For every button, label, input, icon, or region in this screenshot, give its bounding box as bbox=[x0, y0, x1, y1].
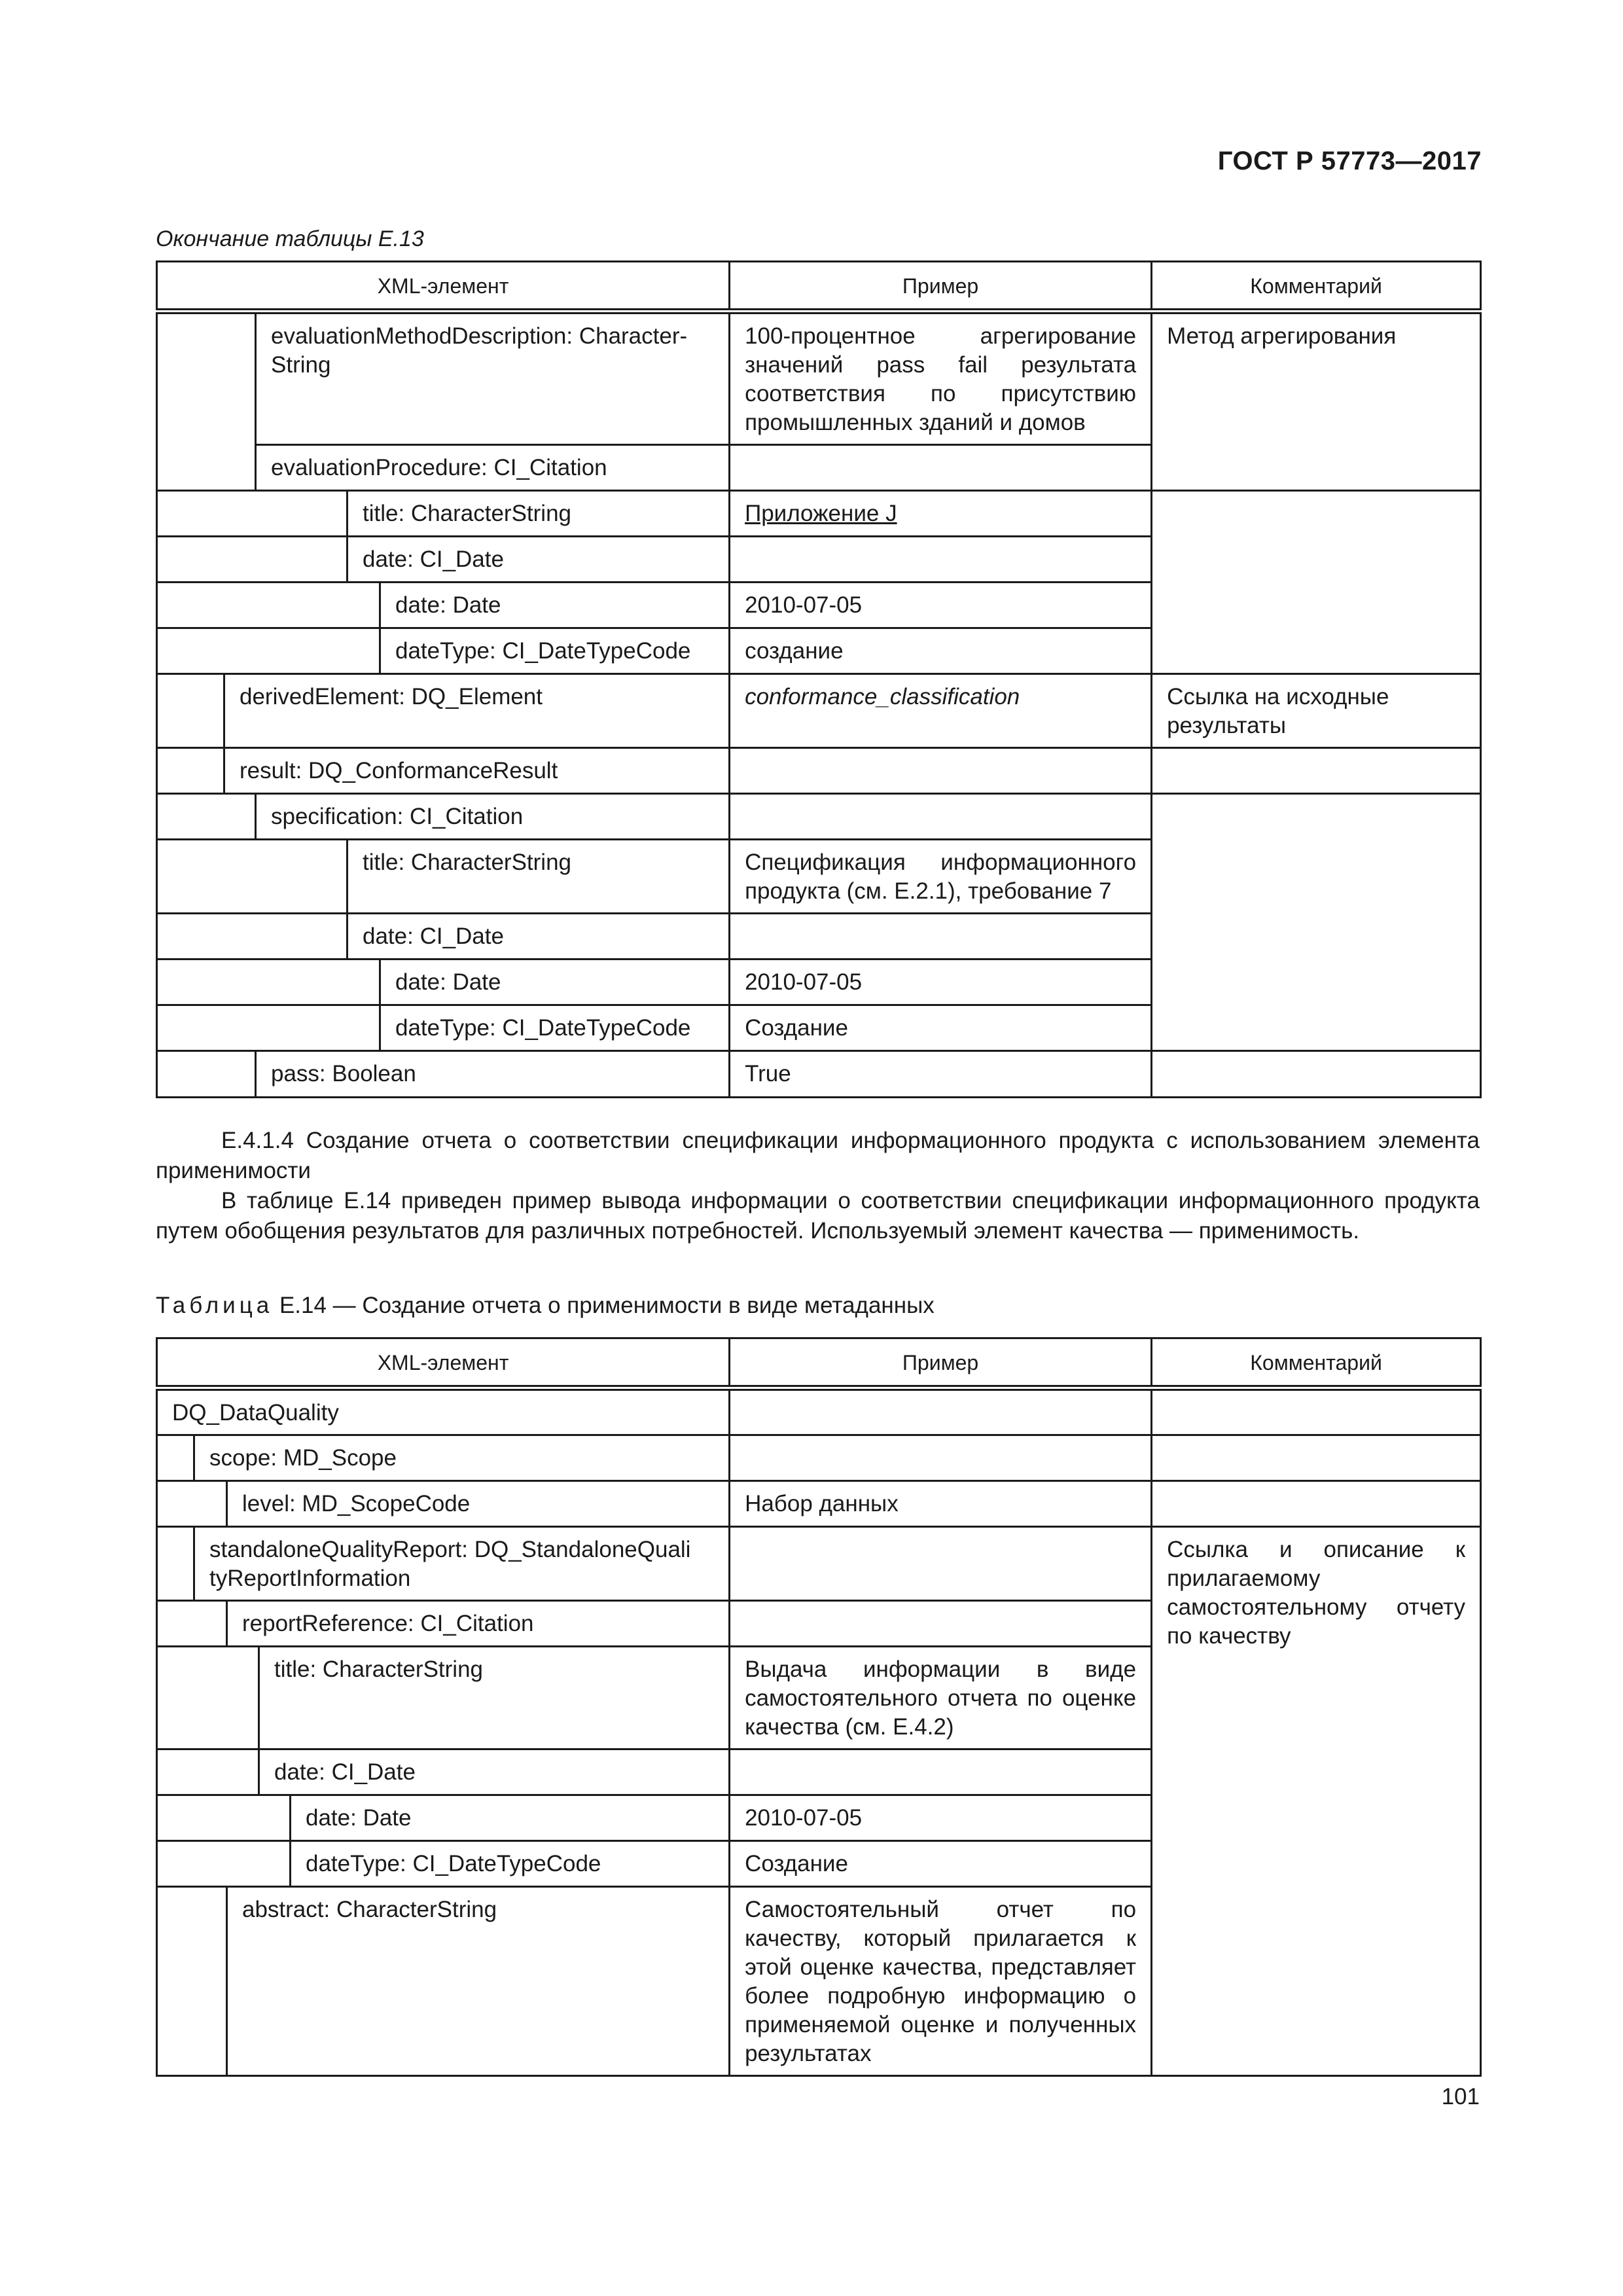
example-cell bbox=[730, 1527, 1152, 1601]
indent-cell bbox=[157, 840, 348, 914]
element-cell: scope: MD_Scope bbox=[194, 1435, 730, 1481]
element-cell: date: CI_Date bbox=[348, 914, 730, 960]
indent-cell bbox=[157, 1435, 194, 1481]
table-row bbox=[157, 1527, 1481, 1601]
table-row bbox=[157, 794, 1481, 840]
table-row bbox=[157, 491, 1481, 537]
element-cell: date: CI_Date bbox=[259, 1749, 730, 1795]
element-cell: date: Date bbox=[380, 960, 730, 1005]
element-cell: dateType: CI_DateTypeCode bbox=[291, 1841, 730, 1887]
element-cell: dateType: CI_DateTypeCode bbox=[380, 628, 730, 674]
example-cell bbox=[730, 1601, 1152, 1647]
indent-cell bbox=[157, 1481, 227, 1527]
element-cell: specification: CI_Citation bbox=[256, 794, 730, 840]
example-cell bbox=[730, 1435, 1152, 1481]
element-cell: evaluationProcedure: CI_Citation bbox=[256, 445, 730, 491]
indent-cell bbox=[157, 748, 224, 794]
example-cell bbox=[730, 748, 1152, 794]
example-cell: Спецификация информационного продукта (см. Е.2.1), требование 7 bbox=[730, 840, 1152, 914]
indent-cell bbox=[157, 1051, 256, 1098]
section-body: В таблице Е.14 приведен пример вывода информации о соответствии спецификации информационного продукта путем обобщения результатов для различных потребностей. Используемый элемент качества — применимость. bbox=[156, 1188, 1480, 1244]
example-cell: 2010-07-05 bbox=[730, 1795, 1152, 1841]
table-row bbox=[157, 1481, 1481, 1527]
comment-cell bbox=[1152, 748, 1481, 794]
example-cell bbox=[730, 914, 1152, 960]
example-cell: 100-процентное агрегирование значений pass fail результата соответствия по присутствию промышленных зданий и домов bbox=[730, 312, 1152, 445]
example-cell bbox=[730, 1749, 1152, 1795]
example-cell: Создание bbox=[730, 1841, 1152, 1887]
comment-cell: Метод агрегирования bbox=[1152, 312, 1481, 491]
indent-cell bbox=[157, 1749, 259, 1795]
table-e14 bbox=[156, 1337, 1482, 2077]
example-cell: Приложение J bbox=[730, 491, 1152, 537]
element-cell: derivedElement: DQ_Element bbox=[224, 674, 730, 748]
table-row bbox=[157, 674, 1481, 748]
comment-cell: Ссылка и описание к прилагаемому самостоятельному отчету по качеству bbox=[1152, 1527, 1481, 2076]
table-row bbox=[157, 312, 1481, 445]
element-cell: dateType: CI_DateTypeCode bbox=[380, 1005, 730, 1051]
column-header: XML-элемент bbox=[157, 262, 730, 312]
indent-cell bbox=[157, 960, 380, 1005]
indent-cell bbox=[157, 491, 348, 537]
indent-cell bbox=[157, 1005, 380, 1051]
indent-cell bbox=[157, 537, 348, 583]
table-e14-caption bbox=[156, 1293, 935, 1319]
indent-cell bbox=[157, 628, 380, 674]
element-cell: abstract: CharacterString bbox=[227, 1887, 730, 2076]
element-cell: title: CharacterString bbox=[348, 491, 730, 537]
element-cell: title: CharacterString bbox=[348, 840, 730, 914]
section-heading: Е.4.1.4 Создание отчета о соответствии спецификации информационного продукта с использованием элемента применимости bbox=[156, 1128, 1480, 1183]
table-e13 bbox=[156, 260, 1482, 1098]
example-cell bbox=[730, 445, 1152, 491]
example-cell: 2010-07-05 bbox=[730, 583, 1152, 628]
example-cell: создание bbox=[730, 628, 1152, 674]
document-id: ГОСТ Р 57773—2017 bbox=[1217, 147, 1482, 175]
caption-text: Е.14 — Создание отчета о применимости в виде метаданных bbox=[273, 1293, 935, 1318]
indent-cell bbox=[157, 1647, 259, 1749]
element-cell: pass: Boolean bbox=[256, 1051, 730, 1098]
indent-cell bbox=[157, 674, 224, 748]
element-cell: title: CharacterString bbox=[259, 1647, 730, 1749]
example-cell: Создание bbox=[730, 1005, 1152, 1051]
indent-cell bbox=[157, 794, 256, 840]
example-cell bbox=[730, 537, 1152, 583]
element-cell: standaloneQualityReport: DQ_StandaloneQuali tyReportInformation bbox=[194, 1527, 730, 1601]
example-cell: Самостоятельный отчет по качеству, который прилагается к этой оценке качества, представляет более подробную информацию о применяемой оценке и полученных результатах bbox=[730, 1887, 1152, 2076]
table-row bbox=[157, 1435, 1481, 1481]
section-text bbox=[156, 1126, 1480, 1246]
comment-cell bbox=[1152, 1481, 1481, 1527]
table-row bbox=[157, 1388, 1481, 1435]
table-header-row bbox=[157, 262, 1481, 312]
column-header: Комментарий bbox=[1152, 262, 1481, 312]
element-cell: level: MD_ScopeCode bbox=[227, 1481, 730, 1527]
indent-cell bbox=[157, 914, 348, 960]
caption-label: Таблица bbox=[156, 1293, 274, 1318]
element-cell: evaluationMethodDescription: Character-String bbox=[256, 312, 730, 445]
comment-cell bbox=[1152, 1435, 1481, 1481]
element-cell: reportReference: CI_Citation bbox=[227, 1601, 730, 1647]
element-cell: date: CI_Date bbox=[348, 537, 730, 583]
example-cell: conformance_classification bbox=[730, 674, 1152, 748]
example-cell: 2010-07-05 bbox=[730, 960, 1152, 1005]
element-cell: result: DQ_ConformanceResult bbox=[224, 748, 730, 794]
column-header: XML-элемент bbox=[157, 1338, 730, 1388]
indent-cell bbox=[157, 1795, 291, 1841]
element-cell: DQ_DataQuality bbox=[157, 1388, 730, 1435]
table-row bbox=[157, 748, 1481, 794]
column-header: Комментарий bbox=[1152, 1338, 1481, 1388]
column-header: Пример bbox=[730, 1338, 1152, 1388]
comment-cell bbox=[1152, 794, 1481, 1051]
example-cell: Выдача информации в виде самостоятельного отчета по оценке качества (см. Е.4.2) bbox=[730, 1647, 1152, 1749]
indent-cell bbox=[157, 1601, 227, 1647]
example-cell: True bbox=[730, 1051, 1152, 1098]
example-cell bbox=[730, 794, 1152, 840]
indent-cell bbox=[157, 1841, 291, 1887]
element-cell: date: Date bbox=[291, 1795, 730, 1841]
comment-cell bbox=[1152, 1051, 1481, 1098]
table-header-row bbox=[157, 1338, 1481, 1388]
comment-cell: Ссылка на исходные результаты bbox=[1152, 674, 1481, 748]
example-cell: Набор данных bbox=[730, 1481, 1152, 1527]
indent-cell bbox=[157, 312, 256, 491]
comment-cell bbox=[1152, 491, 1481, 674]
table-continuation-caption: Окончание таблицы Е.13 bbox=[156, 226, 424, 251]
indent-cell bbox=[157, 1887, 227, 2076]
page-number: 101 bbox=[1441, 2084, 1480, 2109]
example-cell bbox=[730, 1388, 1152, 1435]
indent-cell bbox=[157, 583, 380, 628]
column-header: Пример bbox=[730, 262, 1152, 312]
table-row bbox=[157, 1051, 1481, 1098]
element-cell: date: Date bbox=[380, 583, 730, 628]
indent-cell bbox=[157, 1527, 194, 1601]
comment-cell bbox=[1152, 1388, 1481, 1435]
